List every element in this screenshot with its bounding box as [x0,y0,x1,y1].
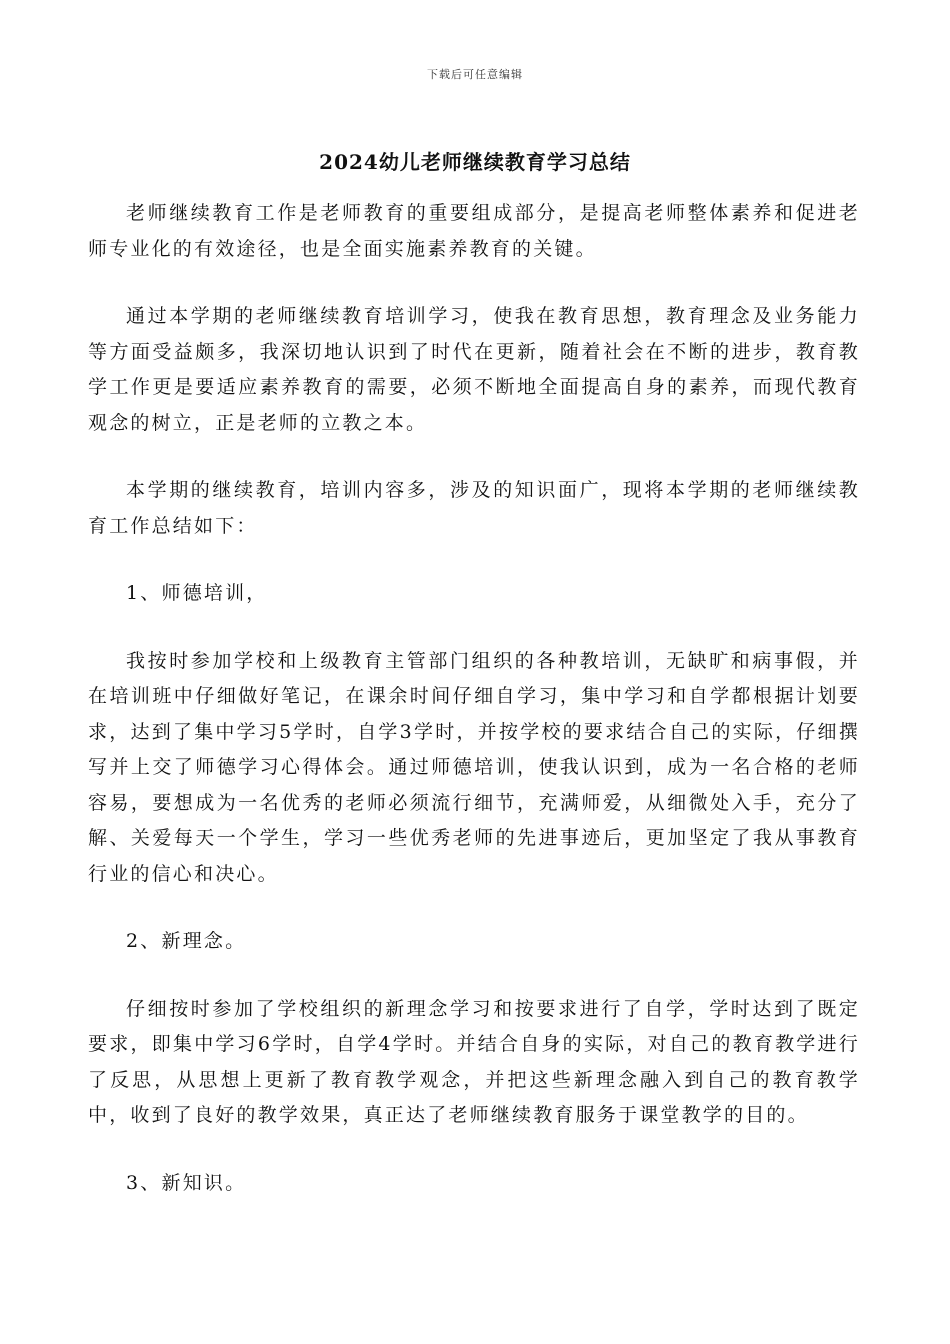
paragraph-intro: 老师继续教育工作是老师教育的重要组成部分，是提高老师整体素养和促进老师专业化的有效途径，也是全面实施素养教育的关键。 [88,202,860,260]
section-heading-ethics: 1、师德培训， [126,582,268,604]
paragraph-reflection: 通过本学期的老师继续教育培训学习，使我在教育思想，教育理念及业务能力等方面受益颇多，我深切地认识到了时代在更新，随着社会在不断的进步，教育教学工作更是要适应素养教育的需要，必须不断地全面提高自身的素养，而现代教育观念的树立，正是老师的立教之本。 [88,305,860,434]
section-heading-new-concepts: 2、新理念。 [126,930,247,952]
paragraph-new-concepts: 仔细按时参加了学校组织的新理念学习和按要求进行了自学，学时达到了既定要求，即集中学习6学时，自学4学时。并结合自身的实际，对自己的教育教学进行了反思，从思想上更新了教育教学观念，并把这些新理念融入到自己的教育教学中，收到了良好的教学效果，真正达了老师继续教育服务于课堂教学的目的。 [88,997,860,1126]
paragraph-ethics: 我按时参加学校和上级教育主管部门组织的各种教培训，无缺旷和病事假，并在培训班中仔细做好笔记，在课余时间仔细自学习，集中学习和自学都根据计划要求，达到了集中学习5学时，自学3学时，并按学校的要求结合自己的实际，仔细撰写并上交了师德学习心得体会。通过师德培训，使我认识到，成为一名合格的老师容易，要想成为一名优秀的老师必须流行细节，充满师爱，从细微处入手，充分了解、关爱每天一个学生，学习一些优秀老师的先进事迹后，更加坚定了我从事教育行业的信心和决心。 [88,649,860,885]
document-title: 2024幼儿老师继续教育学习总结 [319,150,631,174]
document-body [88,196,860,1233]
section-heading-new-knowledge: 3、新知识。 [126,1171,247,1194]
paragraph-overview: 本学期的继续教育，培训内容多，涉及的知识面广，现将本学期的老师继续教育工作总结如下： [88,479,860,537]
header-note: 下载后可任意编辑 [427,68,523,81]
